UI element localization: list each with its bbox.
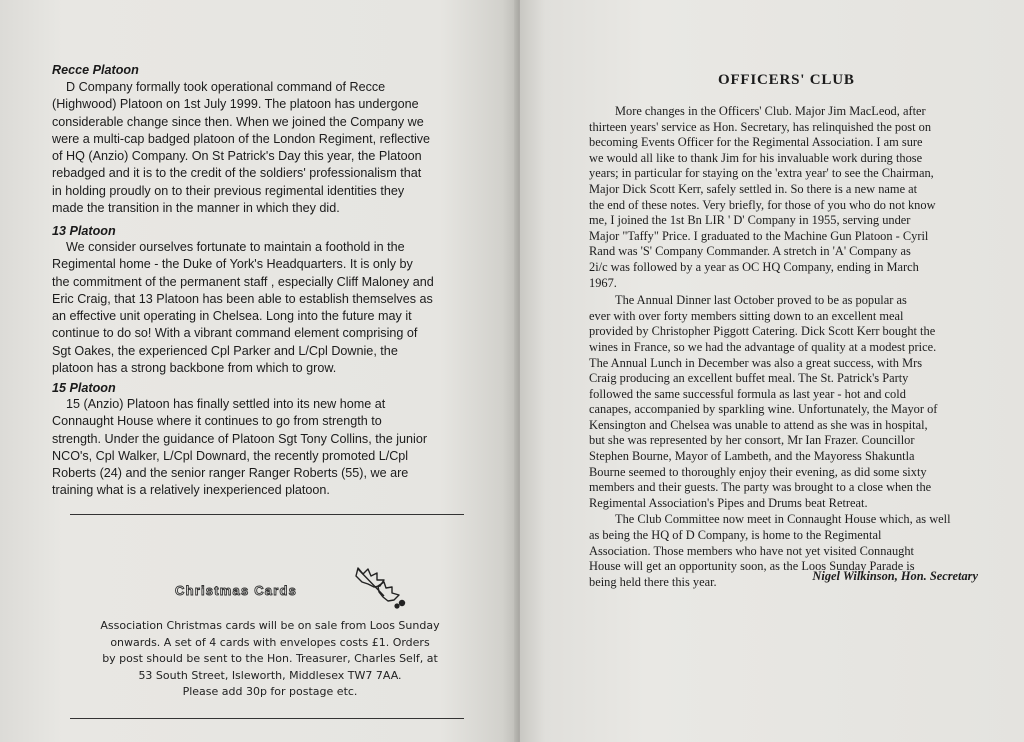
text-line: of HQ (Anzio) Company. On St Patrick's Day this year, the Platoon (52, 149, 422, 164)
text-line: Rand was 'S' Company Commander. A stretch in 'A' Company as (589, 244, 911, 259)
text-line: The Annual Lunch in December was also a great success, with Mrs (589, 355, 923, 370)
text-line: Kensington and Chelsea was unable to attend as she was in hospital, (589, 417, 928, 432)
text-line: members and their guests. The party was brought to a close when the (589, 480, 932, 495)
text-line: Association. Those members who have not yet visited Connaught (589, 543, 914, 558)
text-line: canapes, accompanied by sparkling wine. Unfortunately, the Mayor of (589, 402, 938, 417)
text-line: Association Christmas cards will be on sale from Loos Sunday (100, 619, 440, 632)
text-line: training what is a relatively inexperienced platoon. (52, 483, 330, 498)
officers-club-title: OFFICERS' CLUB (718, 72, 855, 88)
text-line: rebadged and it is to the credit of the soldiers' professionalism that (52, 166, 422, 181)
text-line: Roberts (24) and the senior ranger Ranger Roberts (55), we are (52, 466, 409, 481)
text-line: wines in France, so we had the advantage of quality at a modest price. (589, 339, 937, 354)
13-platoon-heading: 13 Platoon (52, 224, 116, 238)
text-line: me, I joined the 1st Bn LIR ' D' Company in 1955, serving under (589, 213, 911, 228)
text-line: an effective unit operating in Chelsea. Long into the future may it (52, 309, 412, 324)
text-line: Sgt Oakes, the experienced Cpl Parker and L/Cpl Downie, the (52, 343, 398, 358)
text-line: The Club Committee now meet in Connaught House which, as well (615, 512, 951, 527)
divider-rule-bottom (70, 718, 464, 719)
text-line: (Highwood) Platoon on 1st July 1999. The platoon has undergone (52, 97, 419, 112)
13-platoon-body (52, 239, 464, 377)
text-line: becoming Events Officer for the Regimental Association. I am sure (589, 135, 923, 150)
text-line: Major Dick Scott Kerr, safely settled in. So there is a new name at (589, 181, 918, 196)
postage-note: Please add 30p for postage etc. (182, 685, 358, 698)
text-line: Eric Craig, that 13 Platoon has been able to establish themselves as (52, 291, 433, 306)
text-line: The Annual Dinner last October proved to be as popular as (615, 293, 907, 308)
right-page (520, 0, 1024, 742)
text-line: We consider ourselves fortunate to maintain a foothold in the (66, 240, 405, 254)
text-line: made the transition in the manner in which they did. (52, 201, 340, 216)
text-line: continue to do so! With a vibrant command element comprising of (52, 326, 418, 341)
text-line: years; in particular for staying on the 'extra year' to see the Chairman, (589, 166, 934, 181)
text-line: the end of these notes. Very briefly, for those of you who do not know (589, 197, 936, 212)
text-line: 2i/c was followed by a year as OC HQ Company, ending in March (589, 259, 919, 274)
christmas-cards-text (60, 618, 480, 684)
signature: Nigel Wilkinson, Hon. Secretary (812, 569, 978, 583)
text-line: More changes in the Officers' Club. Major Jim MacLeod, after (615, 104, 926, 118)
15-platoon-heading: 15 Platoon (52, 381, 116, 395)
text-line: Stephen Bourne, Mayor of Lambeth, and the Mayoress Shakuntla (589, 449, 915, 464)
text-line: 1967. (589, 275, 617, 290)
recce-platoon-body (52, 79, 464, 217)
text-line: Major "Taffy" Price. I graduated to the Machine Gun Platoon - Cyril (589, 228, 929, 243)
text-line: being held there this year. (589, 574, 717, 589)
15-platoon-body (52, 396, 464, 500)
text-line: 15 (Anzio) Platoon has finally settled into its new home at (66, 397, 386, 411)
text-line: we would all like to thank Jim for his invaluable work during those (589, 150, 923, 165)
text-line: onwards. A set of 4 cards with envelopes costs £1. Orders (110, 635, 430, 649)
text-line: Connaught House where it continues to go from strength to (52, 414, 382, 429)
text-line: 53 South Street, Isleworth, Middlesex TW7 7AA. (138, 668, 402, 682)
text-line: Regimental home - the Duke of York's Headquarters. It is only by (52, 257, 413, 272)
christmas-cards-heading: Christmas Cards (175, 583, 298, 598)
text-line: Bourne seemed to thoroughly enjoy their evening, as did some sixty (589, 464, 927, 479)
text-line: in holding proudly on to their previous regimental identities they (52, 183, 405, 198)
holly-icon (344, 560, 414, 612)
text-line: strength. Under the guidance of Platoon Sgt Tony Collins, the junior (52, 431, 428, 446)
officers-club-body (589, 104, 1009, 590)
text-line: but she was represented by her consort, Mr Ian Frazer. Councillor (589, 433, 915, 448)
text-line: D Company formally took operational command of Recce (66, 80, 386, 94)
text-line: platoon has a strong backbone from which to grow. (52, 361, 337, 376)
text-line: considerable change since then. When we joined the Company we (52, 114, 424, 129)
text-line: followed the same successful formula as last year - hot and cold (589, 386, 906, 401)
text-line: thirteen years' service as Hon. Secretary, has relinquished the post on (589, 119, 932, 134)
text-line: House will get an opportunity soon, as the Loos Sunday Parade is (589, 559, 915, 574)
text-line: provided by Christopher Piggott Catering. Dick Scott Kerr bought the (589, 324, 936, 339)
text-line: ever with over forty members sitting down to an excellent meal (589, 308, 904, 323)
text-line: NCO's, Cpl Walker, L/Cpl Downard, the recently promoted L/Cpl (52, 448, 409, 463)
text-line: Craig producing an excellent buffet meal. The St. Patrick's Party (589, 371, 909, 386)
text-line: Regimental Association's Pipes and Drums beat Retreat. (589, 495, 868, 510)
text-line: as being the HQ of D Company, is home to the Regimental (589, 528, 882, 543)
text-line: by post should be sent to the Hon. Treasurer, Charles Self, at (102, 652, 438, 665)
text-line: the commitment of the permanent staff , especially Cliff Maloney and (52, 274, 434, 289)
text-line: were a multi-cap badged platoon of the London Regiment, reflective (52, 131, 431, 146)
recce-platoon-heading: Recce Platoon (52, 63, 139, 77)
divider-rule-top (70, 514, 464, 515)
